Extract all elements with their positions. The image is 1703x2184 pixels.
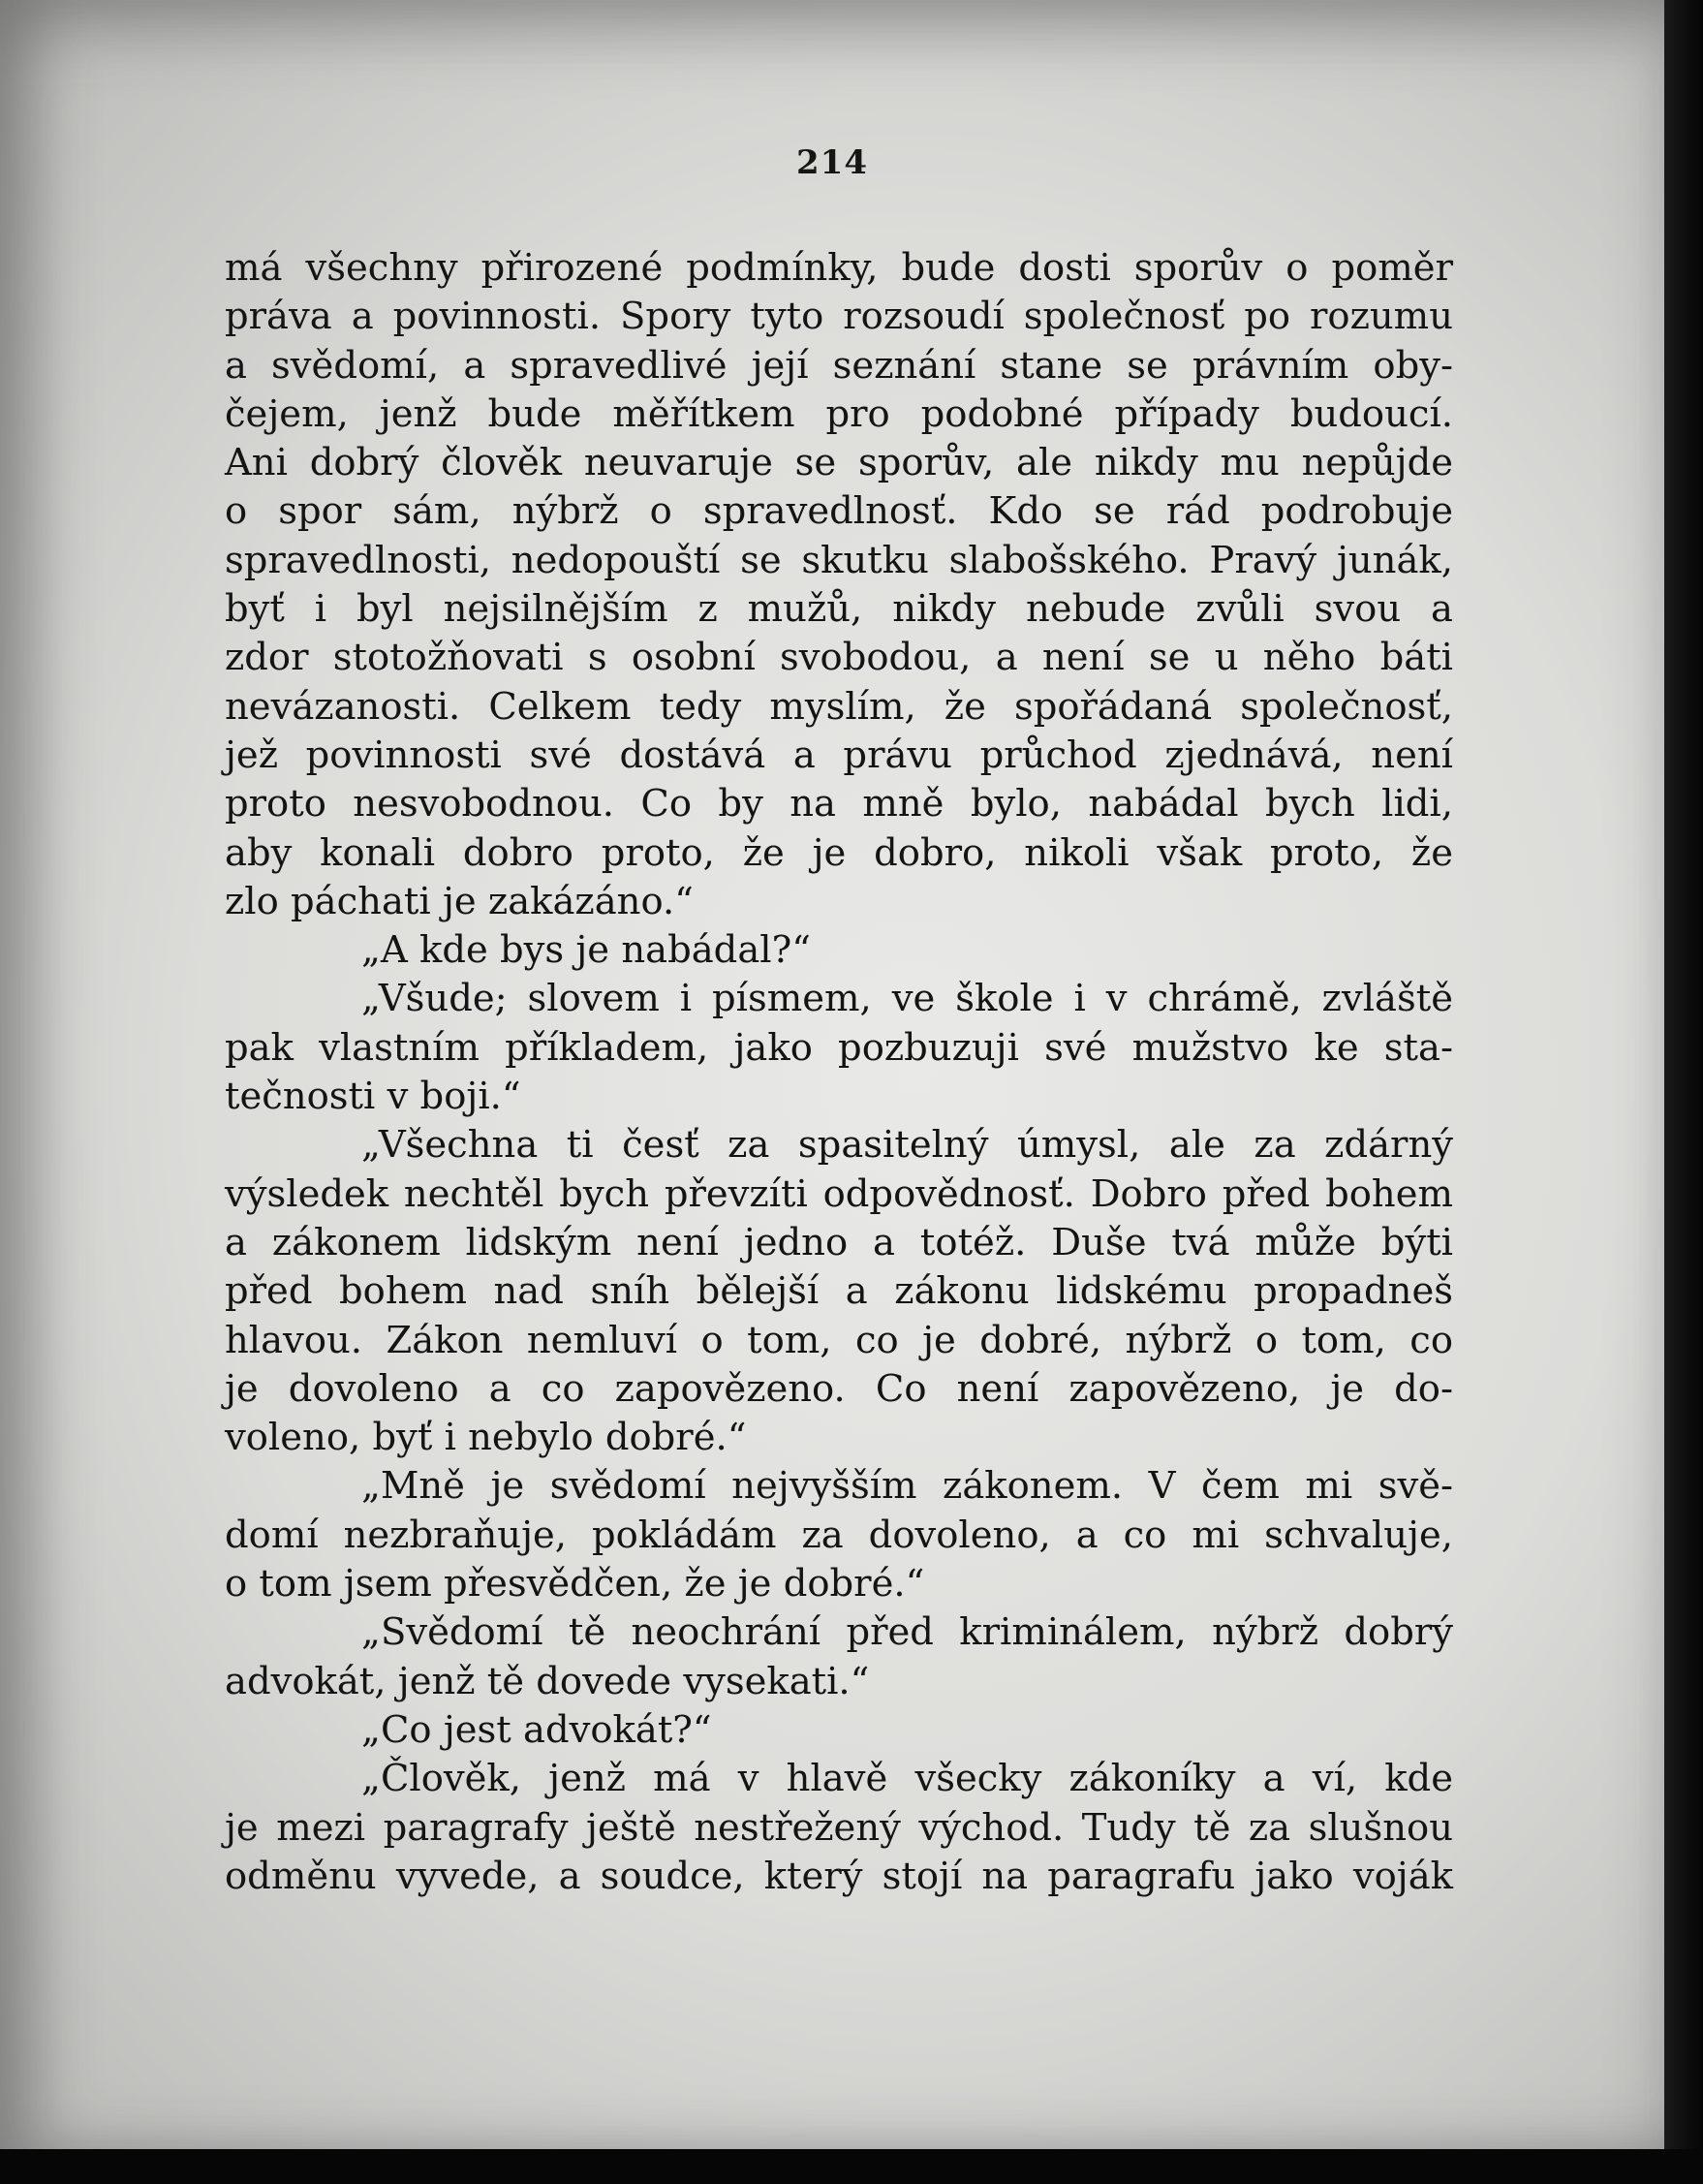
text-line: odměnu vyvede, a soudce, který stojí na paragrafu jako voják	[225, 1854, 1453, 1898]
page-number: 214	[796, 143, 868, 182]
text-line: jež povinnosti své dostává a právu průchod zjednává, není	[225, 733, 1453, 777]
text-line: čejem, jenž bude měřítkem pro podobné případy budoucí.	[225, 391, 1453, 436]
text-line: o spor sám, nýbrž o spravedlnosť. Kdo se rád podrobuje	[225, 489, 1453, 534]
text-line: domí nezbraňuje, pokládám za dovoleno, a co mi schvaluje,	[225, 1513, 1453, 1557]
text-line: zlo páchati je zakázáno.“	[225, 879, 694, 923]
text-line: je dovoleno a co zapovězeno. Co není zapovězeno, je do-	[225, 1366, 1453, 1411]
text-line: nevázanosti. Celkem tedy myslím, že spořádaná společnosť,	[225, 684, 1453, 729]
text-line: před bohem nad sníh bělejší a zákonu lidskému propadneš	[225, 1269, 1453, 1314]
scan-edge-right	[1664, 0, 1703, 2184]
text-line: má všechny přirozené podmínky, bude dosti sporův o poměr	[225, 246, 1453, 290]
text-line: aby konali dobro proto, že je dobro, nikoli však proto, že	[225, 830, 1453, 875]
text-line: „Mně je svědomí nejvyšším zákonem. V čem mi svě-	[361, 1464, 1453, 1509]
text-line: advokát, jenž tě dovede vysekati.“	[225, 1659, 870, 1703]
text-line: Ani dobrý člověk neuvaruje se sporův, ale nikdy mu nepůjde	[225, 441, 1453, 485]
scan-edge-bottom	[0, 2149, 1703, 2184]
text-line: proto nesvobodnou. Co by na mně bylo, nabádal bych lidi,	[225, 782, 1453, 827]
text-line: spravedlnosti, nedopouští se skutku slabošského. Pravý junák,	[225, 538, 1453, 582]
text-line: a zákonem lidským není jedno a totéž. Duše tvá může býti	[225, 1220, 1453, 1264]
text-line: byť i byl nejsilnějším z mužů, nikdy nebude zvůli svou a	[225, 587, 1453, 632]
text-line: a svědomí, a spravedlivé její seznání stane se právním oby-	[225, 343, 1453, 388]
text-line: výsledek nechtěl bych převzíti odpovědnosť. Dobro před bohem	[225, 1171, 1453, 1216]
text-line: je mezi paragrafy ještě nestřežený východ. Tudy tě za slušnou	[225, 1805, 1453, 1850]
text-line: hlavou. Zákon nemluví o tom, co je dobré, nýbrž o tom, co	[225, 1318, 1453, 1362]
text-line: o tom jsem přesvědčen, že je dobré.“	[225, 1562, 925, 1607]
text-line: „A kde bys je nabádal?“	[361, 928, 811, 973]
text-line: „Všude; slovem i písmem, ve škole i v chrámě, zvláště	[361, 977, 1453, 1021]
text-line: „Co jest advokát?“	[361, 1707, 712, 1752]
text-line: „Svědomí tě neochrání před kriminálem, nýbrž dobrý	[361, 1610, 1453, 1655]
text-line: zdor stotožňovati s osobní svobodou, a není se u něho báti	[225, 636, 1453, 680]
text-line: „Člověk, jenž má v hlavě všecky zákoníky a ví, kde	[361, 1757, 1453, 1801]
text-line: voleno, byť i nebylo dobré.“	[225, 1416, 747, 1460]
text-line: práva a povinnosti. Spory tyto rozsoudí společnosť po rozumu	[225, 295, 1453, 339]
text-line: „Všechna ti česť za spasitelný úmysl, ale za zdárný	[361, 1123, 1453, 1168]
body-text	[225, 244, 1453, 1901]
text-line: pak vlastním příkladem, jako pozbuzuji své mužstvo ke sta-	[225, 1025, 1453, 1070]
text-line: tečnosti v boji.“	[225, 1075, 521, 1119]
